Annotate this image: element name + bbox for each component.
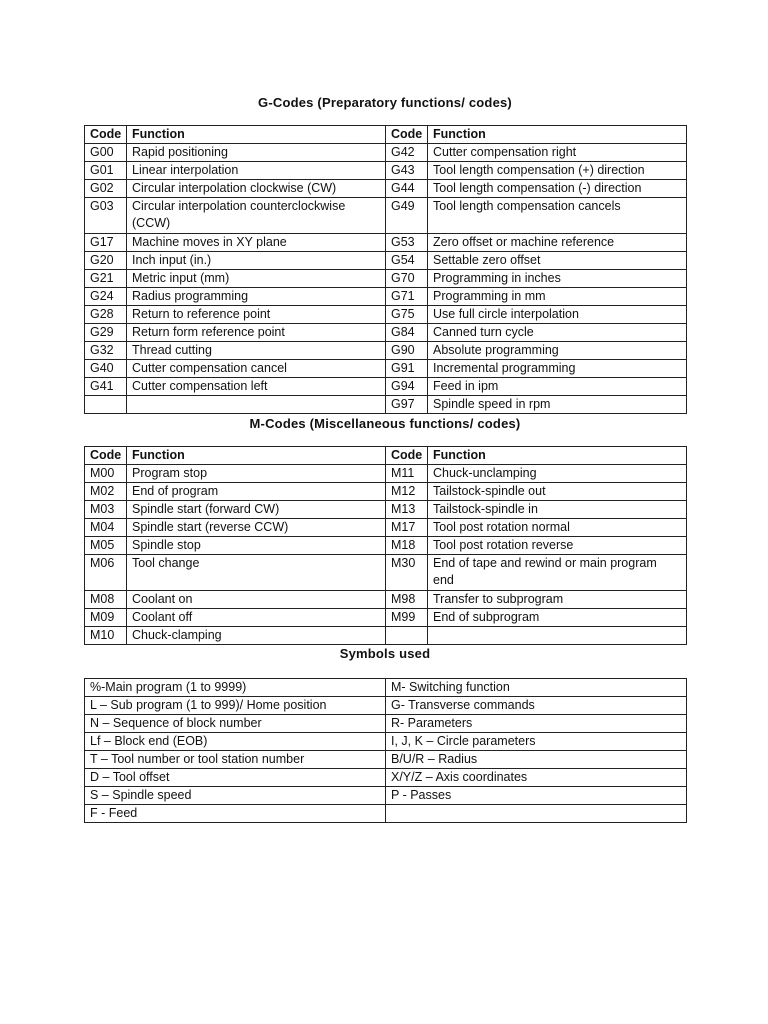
code-cell: M02 — [85, 483, 127, 501]
header-function: Function — [127, 126, 386, 144]
code-cell: G20 — [85, 252, 127, 270]
code-cell: M00 — [85, 465, 127, 483]
function-cell: End of tape and rewind or main program end — [428, 555, 687, 591]
code-cell: G53 — [386, 234, 428, 252]
g-codes-table — [84, 125, 687, 414]
code-cell: G24 — [85, 288, 127, 306]
symbol-cell: T – Tool number or tool station number — [85, 751, 386, 769]
symbol-cell: I, J, K – Circle parameters — [386, 733, 687, 751]
function-cell: Spindle start (reverse CCW) — [127, 519, 386, 537]
table-row — [85, 483, 687, 501]
table-row — [85, 805, 687, 823]
symbol-cell: Lf – Block end (EOB) — [85, 733, 386, 751]
function-cell: Cutter compensation cancel — [127, 360, 386, 378]
symbols-rows — [85, 679, 687, 823]
function-cell: Program stop — [127, 465, 386, 483]
function-cell: Rapid positioning — [127, 144, 386, 162]
function-cell: Spindle speed in rpm — [428, 396, 687, 414]
function-cell: Absolute programming — [428, 342, 687, 360]
function-cell: Radius programming — [127, 288, 386, 306]
code-cell: G70 — [386, 270, 428, 288]
code-cell: G29 — [85, 324, 127, 342]
table-row — [85, 378, 687, 396]
table-row — [85, 609, 687, 627]
table-row — [85, 751, 687, 769]
function-cell: Coolant on — [127, 591, 386, 609]
table-row — [85, 697, 687, 715]
code-cell: M09 — [85, 609, 127, 627]
code-cell: M10 — [85, 627, 127, 645]
table-row — [85, 234, 687, 252]
function-cell: Thread cutting — [127, 342, 386, 360]
code-cell: G03 — [85, 198, 127, 234]
code-cell: G91 — [386, 360, 428, 378]
code-cell: G43 — [386, 162, 428, 180]
function-cell: Tool post rotation reverse — [428, 537, 687, 555]
code-cell: G01 — [85, 162, 127, 180]
function-cell: Chuck-clamping — [127, 627, 386, 645]
table-row — [85, 787, 687, 805]
function-cell: Coolant off — [127, 609, 386, 627]
code-cell: M04 — [85, 519, 127, 537]
code-cell: M98 — [386, 591, 428, 609]
function-cell: End of subprogram — [428, 609, 687, 627]
header-code: Code — [85, 126, 127, 144]
header-code: Code — [386, 447, 428, 465]
code-cell: G75 — [386, 306, 428, 324]
function-cell: Machine moves in XY plane — [127, 234, 386, 252]
function-cell: Circular interpolation counterclockwise (CCW) — [127, 198, 386, 234]
function-cell: Spindle start (forward CW) — [127, 501, 386, 519]
function-cell: Linear interpolation — [127, 162, 386, 180]
code-cell: M99 — [386, 609, 428, 627]
code-cell: G28 — [85, 306, 127, 324]
code-cell: G84 — [386, 324, 428, 342]
symbols-title: Symbols used — [339, 646, 431, 661]
function-cell: Use full circle interpolation — [428, 306, 687, 324]
table-row — [85, 324, 687, 342]
function-cell — [428, 627, 687, 645]
symbol-cell: M- Switching function — [386, 679, 687, 697]
symbol-cell: L – Sub program (1 to 999)/ Home position — [85, 697, 386, 715]
table-row — [85, 396, 687, 414]
symbol-cell: P - Passes — [386, 787, 687, 805]
table-row — [85, 144, 687, 162]
function-cell: Settable zero offset — [428, 252, 687, 270]
code-cell: G40 — [85, 360, 127, 378]
symbol-cell: G- Transverse commands — [386, 697, 687, 715]
code-cell: M30 — [386, 555, 428, 591]
header-function: Function — [127, 447, 386, 465]
code-cell: G32 — [85, 342, 127, 360]
function-cell: Tailstock-spindle in — [428, 501, 687, 519]
code-cell: M06 — [85, 555, 127, 591]
table-row — [85, 180, 687, 198]
code-cell: G00 — [85, 144, 127, 162]
code-cell — [386, 627, 428, 645]
function-cell: Return form reference point — [127, 324, 386, 342]
code-cell: G42 — [386, 144, 428, 162]
code-cell: G44 — [386, 180, 428, 198]
symbol-cell: R- Parameters — [386, 715, 687, 733]
table-row — [85, 198, 687, 234]
table-row — [85, 537, 687, 555]
function-cell: Canned turn cycle — [428, 324, 687, 342]
function-cell: End of program — [127, 483, 386, 501]
symbols-table — [84, 678, 687, 823]
code-cell: M05 — [85, 537, 127, 555]
code-cell — [85, 396, 127, 414]
code-cell: M12 — [386, 483, 428, 501]
function-cell: Tool post rotation normal — [428, 519, 687, 537]
function-cell: Transfer to subprogram — [428, 591, 687, 609]
table-row — [85, 162, 687, 180]
table-row — [85, 270, 687, 288]
g-codes-rows — [85, 144, 687, 414]
function-cell: Tool length compensation (+) direction — [428, 162, 687, 180]
function-cell: Cutter compensation right — [428, 144, 687, 162]
table-row — [85, 769, 687, 787]
function-cell: Chuck-unclamping — [428, 465, 687, 483]
symbol-cell: D – Tool offset — [85, 769, 386, 787]
g-codes-title: G-Codes (Preparatory functions/ codes) — [258, 95, 512, 110]
code-cell: G90 — [386, 342, 428, 360]
code-cell: G02 — [85, 180, 127, 198]
function-cell: Inch input (in.) — [127, 252, 386, 270]
table-row — [85, 252, 687, 270]
code-cell: M13 — [386, 501, 428, 519]
function-cell: Programming in mm — [428, 288, 687, 306]
m-codes-title: M-Codes (Miscellaneous functions/ codes) — [249, 416, 521, 431]
table-row — [85, 519, 687, 537]
code-cell: M08 — [85, 591, 127, 609]
table-row — [85, 342, 687, 360]
code-cell: G21 — [85, 270, 127, 288]
function-cell: Return to reference point — [127, 306, 386, 324]
code-cell: G54 — [386, 252, 428, 270]
header-code: Code — [85, 447, 127, 465]
code-cell: M18 — [386, 537, 428, 555]
function-cell: Tailstock-spindle out — [428, 483, 687, 501]
symbol-cell: F - Feed — [85, 805, 386, 823]
table-header-row — [85, 447, 687, 465]
function-cell: Tool change — [127, 555, 386, 591]
table-row — [85, 733, 687, 751]
header-function: Function — [428, 126, 687, 144]
function-cell: Incremental programming — [428, 360, 687, 378]
code-cell: G71 — [386, 288, 428, 306]
function-cell: Programming in inches — [428, 270, 687, 288]
table-row — [85, 360, 687, 378]
symbol-cell: X/Y/Z – Axis coordinates — [386, 769, 687, 787]
symbol-cell: N – Sequence of block number — [85, 715, 386, 733]
symbol-cell: %-Main program (1 to 9999) — [85, 679, 386, 697]
function-cell: Metric input (mm) — [127, 270, 386, 288]
table-header-row — [85, 126, 687, 144]
function-cell — [127, 396, 386, 414]
code-cell: G97 — [386, 396, 428, 414]
symbol-cell: S – Spindle speed — [85, 787, 386, 805]
m-codes-table — [84, 446, 687, 645]
table-row — [85, 679, 687, 697]
function-cell: Spindle stop — [127, 537, 386, 555]
table-row — [85, 288, 687, 306]
table-row — [85, 306, 687, 324]
header-function: Function — [428, 447, 687, 465]
code-cell: M17 — [386, 519, 428, 537]
table-row — [85, 501, 687, 519]
symbol-cell — [386, 805, 687, 823]
symbol-cell: B/U/R – Radius — [386, 751, 687, 769]
m-codes-rows — [85, 465, 687, 645]
function-cell: Cutter compensation left — [127, 378, 386, 396]
table-row — [85, 591, 687, 609]
function-cell: Feed in ipm — [428, 378, 687, 396]
code-cell: M11 — [386, 465, 428, 483]
code-cell: G17 — [85, 234, 127, 252]
table-row — [85, 555, 687, 591]
table-row — [85, 627, 687, 645]
code-cell: G41 — [85, 378, 127, 396]
function-cell: Circular interpolation clockwise (CW) — [127, 180, 386, 198]
code-cell: G49 — [386, 198, 428, 234]
table-row — [85, 715, 687, 733]
function-cell: Zero offset or machine reference — [428, 234, 687, 252]
function-cell: Tool length compensation (-) direction — [428, 180, 687, 198]
header-code: Code — [386, 126, 428, 144]
code-cell: M03 — [85, 501, 127, 519]
function-cell: Tool length compensation cancels — [428, 198, 687, 234]
table-row — [85, 465, 687, 483]
code-cell: G94 — [386, 378, 428, 396]
